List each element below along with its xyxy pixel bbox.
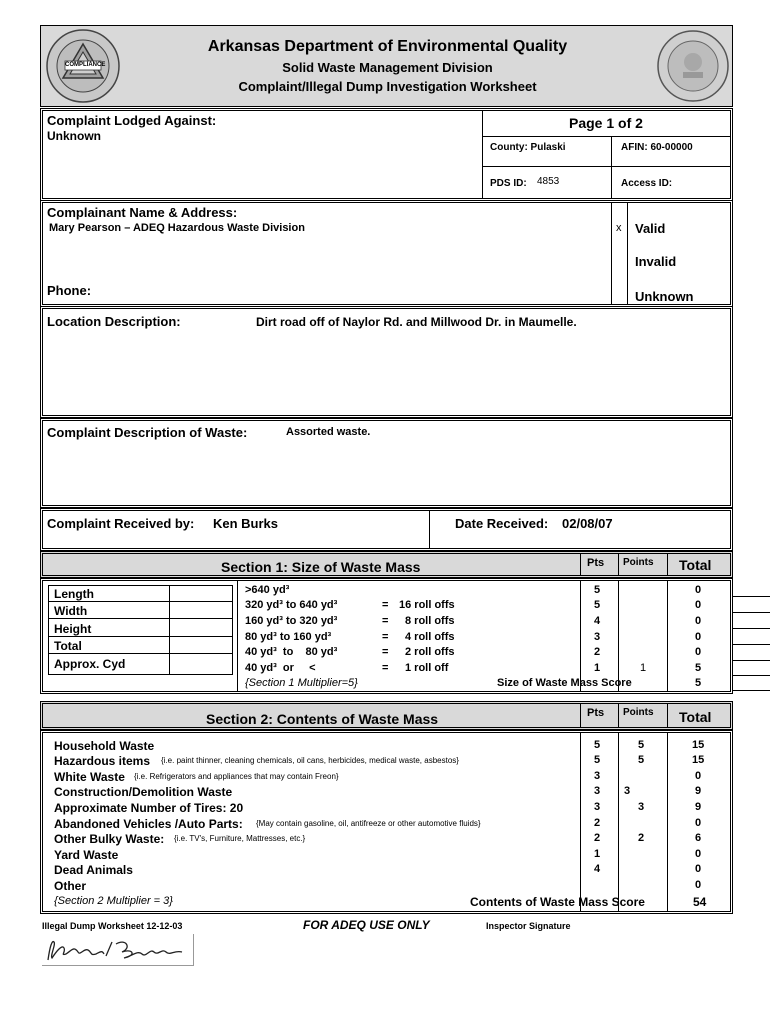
section1-col-pts: Pts <box>587 557 605 569</box>
size-row <box>43 646 730 660</box>
section2-col-pts: Pts <box>587 707 605 719</box>
size-row <box>43 662 730 676</box>
size-range: 40 yd³ or < <box>245 662 316 674</box>
size-pts: 5 <box>594 599 601 611</box>
waste-description-label: Complaint Description of Waste: <box>47 425 248 440</box>
content-points[interactable]: 3 <box>624 785 631 797</box>
size-total: 0 <box>695 631 702 643</box>
size-range: 320 yd³ to 640 yd³ <box>245 599 338 611</box>
content-row <box>43 832 730 847</box>
size-rolloff: 2 roll offs <box>405 646 455 658</box>
size-range: >640 yd³ <box>245 584 290 596</box>
dimension-total: Total <box>54 639 82 653</box>
complainant-label: Complainant Name & Address: <box>47 205 238 220</box>
section2-title: Section 2: Contents of Waste Mass <box>206 711 439 727</box>
dimension-approx-cyd: Approx. Cyd <box>54 657 126 671</box>
pds-id-value[interactable]: 4853 <box>537 176 560 187</box>
content-total: 9 <box>695 801 702 813</box>
content-note: {i.e. TV's, Furniture, Mattresses, etc.} <box>174 834 306 843</box>
content-points[interactable]: 3 <box>638 801 645 813</box>
content-pts: 3 <box>594 785 601 797</box>
adeq-use-only: FOR ADEQ USE ONLY <box>303 918 430 932</box>
content-label: Other <box>54 879 87 893</box>
content-total: 0 <box>695 848 702 860</box>
seal-compliance-text: COMPLIANCE <box>65 62 106 68</box>
size-range: 80 yd³ to 160 yd³ <box>245 631 332 643</box>
size-total: 0 <box>695 599 702 611</box>
content-note: {i.e. Refrigerators and appliances that may contain Freon} <box>134 772 339 781</box>
division-name: Solid Waste Management Division <box>282 60 493 75</box>
dimension-height: Height <box>54 622 92 636</box>
content-pts: 3 <box>594 801 601 813</box>
phone-label: Phone: <box>47 283 92 298</box>
content-row <box>43 739 730 754</box>
form-id: Illegal Dump Worksheet 12-12-03 <box>42 921 183 931</box>
page-number: Page 1 of 2 <box>569 115 643 131</box>
size-rolloff: 8 roll offs <box>405 615 455 627</box>
content-total: 9 <box>695 785 702 797</box>
complaint-against-value[interactable]: Unknown <box>47 129 101 143</box>
pds-id-label: PDS ID: <box>490 178 527 189</box>
section2-col-total: Total <box>679 709 712 725</box>
size-equals: = <box>382 599 389 611</box>
content-row <box>43 785 730 800</box>
size-pts: 3 <box>594 631 601 643</box>
waste-description-section <box>40 418 733 508</box>
section2-body <box>40 730 733 914</box>
content-label: Approximate Number of Tires: 20 <box>54 801 244 815</box>
content-pts: 2 <box>594 832 601 844</box>
size-row <box>43 631 730 645</box>
size-row <box>43 584 730 598</box>
valid-check-mark[interactable]: x <box>616 222 622 234</box>
size-rolloff: 16 roll offs <box>399 599 455 611</box>
section1-score: 5 <box>695 677 702 689</box>
content-row <box>43 879 730 894</box>
content-total: 15 <box>692 739 705 751</box>
size-rolloff: 4 roll offs <box>405 631 455 643</box>
complainant-section <box>40 200 733 307</box>
size-equals: = <box>382 646 389 658</box>
content-label: Other Bulky Waste: <box>54 832 165 846</box>
header-banner <box>40 25 733 107</box>
location-section <box>40 306 733 418</box>
content-label: Construction/Demolition Waste <box>54 785 233 799</box>
content-total: 0 <box>695 863 702 875</box>
size-row <box>43 615 730 629</box>
size-pts: 1 <box>594 662 601 674</box>
size-total: 0 <box>695 584 702 596</box>
size-equals: = <box>382 631 389 643</box>
size-pts: 2 <box>594 646 601 658</box>
section1-col-total: Total <box>679 557 712 573</box>
content-pts: 2 <box>594 817 601 829</box>
form-title: Complaint/Illegal Dump Investigation Worksheet <box>238 79 537 94</box>
section2-score: 54 <box>693 895 707 909</box>
content-total: 0 <box>695 817 702 829</box>
content-note: {i.e. paint thinner, cleaning chemicals, oil cans, herbicides, medical waste, asbestos} <box>161 756 459 765</box>
size-range: 40 yd³ to 80 yd³ <box>245 646 338 658</box>
complaint-against-section <box>40 108 733 201</box>
complainant-value[interactable]: Mary Pearson – ADEQ Hazardous Waste Division <box>49 222 305 234</box>
section2-score-label: Contents of Waste Mass Score <box>470 895 645 909</box>
date-received-value[interactable]: 02/08/07 <box>562 516 613 531</box>
content-label: Hazardous items <box>54 754 151 768</box>
size-total: 0 <box>695 646 702 658</box>
content-row <box>43 754 730 769</box>
section2-multiplier: {Section 2 Multiplier = 3} <box>54 895 173 907</box>
section2-header <box>40 701 733 730</box>
content-total: 0 <box>695 879 702 891</box>
date-received-label: Date Received: <box>455 516 549 531</box>
content-total: 6 <box>695 832 702 844</box>
content-label: Dead Animals <box>54 863 133 877</box>
size-points[interactable]: 1 <box>640 662 647 674</box>
content-total: 15 <box>692 754 705 766</box>
content-label: Yard Waste <box>54 848 119 862</box>
section2-col-points: Points <box>623 707 654 718</box>
waste-description-value[interactable]: Assorted waste. <box>286 426 371 438</box>
content-label: White Waste <box>54 770 125 784</box>
access-id-field[interactable]: Access ID: <box>621 178 673 189</box>
received-section <box>40 508 733 551</box>
size-row <box>43 599 730 613</box>
dimension-width: Width <box>54 604 88 618</box>
content-points[interactable]: 5 <box>638 739 645 751</box>
afin-field[interactable]: AFIN: 60-00000 <box>621 142 693 153</box>
size-equals: = <box>382 615 389 627</box>
section1-multiplier: {Section 1 Multiplier=5} <box>245 677 358 689</box>
content-points[interactable]: 5 <box>638 754 645 766</box>
section1-body <box>40 578 733 694</box>
inspector-signature-label: Inspector Signature <box>486 921 571 931</box>
content-row <box>43 801 730 816</box>
content-points[interactable]: 2 <box>638 832 645 844</box>
content-note: {May contain gasoline, oil, antifreeze or other automotive fluids} <box>256 819 481 828</box>
content-row <box>43 863 730 878</box>
unknown-option[interactable]: Unknown <box>635 289 694 304</box>
location-value[interactable]: Dirt road off of Naylor Rd. and Millwood Dr. in Maumelle. <box>256 315 577 329</box>
content-pts: 3 <box>594 770 601 782</box>
invalid-option[interactable]: Invalid <box>635 254 677 269</box>
received-by-value[interactable]: Ken Burks <box>213 516 279 531</box>
content-total: 0 <box>695 770 702 782</box>
content-pts: 4 <box>594 863 601 875</box>
content-label: Household Waste <box>54 739 155 753</box>
content-row <box>43 848 730 863</box>
agency-name: Arkansas Department of Environmental Quality <box>207 38 568 55</box>
section1-score-label: Size of Waste Mass Score <box>497 677 632 689</box>
content-pts: 5 <box>594 754 601 766</box>
size-total: 5 <box>695 662 702 674</box>
dimension-length: Length <box>54 587 94 601</box>
size-equals: = <box>382 662 389 674</box>
valid-option[interactable]: Valid <box>635 221 666 236</box>
size-pts: 4 <box>594 615 601 627</box>
size-total: 0 <box>695 615 702 627</box>
inspector-signature[interactable] <box>42 934 194 966</box>
state-seal <box>655 28 731 104</box>
section1-col-points: Points <box>623 557 654 568</box>
content-row <box>43 817 730 832</box>
content-pts: 5 <box>594 739 601 751</box>
content-row <box>43 770 730 785</box>
content-label: Abandoned Vehicles /Auto Parts: <box>54 817 243 831</box>
complaint-against-label: Complaint Lodged Against: <box>47 113 217 128</box>
location-label: Location Description: <box>47 314 181 329</box>
size-rolloff: 1 roll off <box>405 662 449 674</box>
section1-header <box>40 551 733 578</box>
size-pts: 5 <box>594 584 601 596</box>
size-range: 160 yd³ to 320 yd³ <box>245 615 338 627</box>
content-pts: 1 <box>594 848 601 860</box>
section1-title: Section 1: Size of Waste Mass <box>221 559 421 575</box>
received-by-label: Complaint Received by: <box>47 516 195 531</box>
county-field[interactable]: County: Pulaski <box>490 142 566 153</box>
